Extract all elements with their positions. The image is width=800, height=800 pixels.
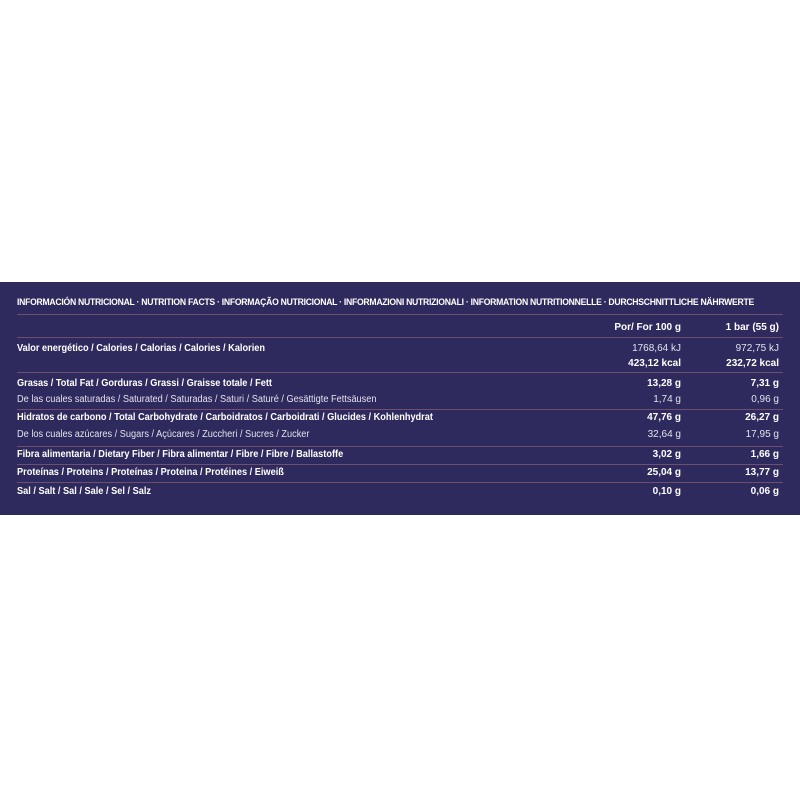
nutrient-label: Grasas / Total Fat / Gorduras / Grassi / Graisse totale / Fett [17, 378, 272, 389]
nutrient-label: Sal / Salt / Sal / Sale / Sel / Salz [17, 486, 151, 497]
divider [17, 464, 783, 465]
value-per-100g: 25,04 g [647, 467, 681, 478]
value-per-100g: 0,10 g [652, 486, 681, 497]
table-row [17, 377, 783, 391]
energy-kcal-bar: 232,72 kcal [726, 358, 779, 369]
energy-kcal-row [17, 357, 783, 371]
value-per-bar: 0,06 g [750, 486, 779, 497]
nutrition-facts-panel [0, 282, 800, 515]
table-row [17, 428, 783, 442]
header-per-100g: Por/ For 100 g [614, 322, 681, 333]
panel-title: INFORMACIÓN NUTRICIONAL · NUTRITION FACTS · INFORMAÇÃO NUTRICIONAL · INFORMAZIONI NUTRIZIONALI · INFORMATION NUTRITIONNELLE · DURCHSCHNITTLICHE NÄHRWERTE [17, 297, 755, 308]
value-per-100g: 1,74 g [653, 394, 681, 405]
divider [17, 446, 783, 447]
divider [17, 337, 783, 338]
energy-kj-bar: 972,75 kJ [735, 343, 779, 354]
value-per-bar: 0,96 g [751, 394, 779, 405]
nutrient-label: De los cuales azúcares / Sugars / Açúcares / Zuccheri / Sucres / Zucker [17, 429, 310, 440]
table-row [17, 448, 783, 462]
energy-kj-100g: 1768,64 kJ [632, 343, 681, 354]
divider [17, 314, 783, 315]
column-header-row [17, 321, 783, 335]
energy-kcal-100g: 423,12 kcal [628, 358, 681, 369]
nutrient-label: Fibra alimentaria / Dietary Fiber / Fibra alimentar / Fibre / Fibre / Ballastoffe [17, 449, 344, 460]
header-per-bar: 1 bar (55 g) [725, 322, 779, 333]
divider [17, 372, 783, 373]
divider [17, 482, 783, 483]
value-per-100g: 32,64 g [647, 429, 681, 440]
nutrient-label: Hidratos de carbono / Total Carbohydrate / Carboidratos / Carboidrati / Glucides / Kohlenhydrat [17, 412, 433, 423]
value-per-100g: 13,28 g [647, 378, 681, 389]
value-per-bar: 13,77 g [745, 467, 779, 478]
value-per-100g: 3,02 g [652, 449, 681, 460]
energy-label: Valor energético / Calories / Calorias / Calories / Kalorien [17, 343, 265, 354]
value-per-100g: 47,76 g [647, 412, 681, 423]
table-row [17, 393, 783, 407]
value-per-bar: 17,95 g [745, 429, 779, 440]
energy-row [17, 342, 783, 356]
table-row [17, 466, 783, 480]
value-per-bar: 26,27 g [745, 412, 779, 423]
table-row [17, 485, 783, 499]
nutrient-label: De las cuales saturadas / Saturated / Saturadas / Saturi / Saturé / Gesättigte Fettsäusen [17, 394, 377, 405]
value-per-bar: 7,31 g [750, 378, 779, 389]
table-row [17, 411, 783, 425]
divider [17, 409, 783, 410]
value-per-bar: 1,66 g [750, 449, 779, 460]
nutrient-label: Proteínas / Proteins / Proteínas / Proteina / Protéines / Eiweiß [17, 467, 284, 478]
